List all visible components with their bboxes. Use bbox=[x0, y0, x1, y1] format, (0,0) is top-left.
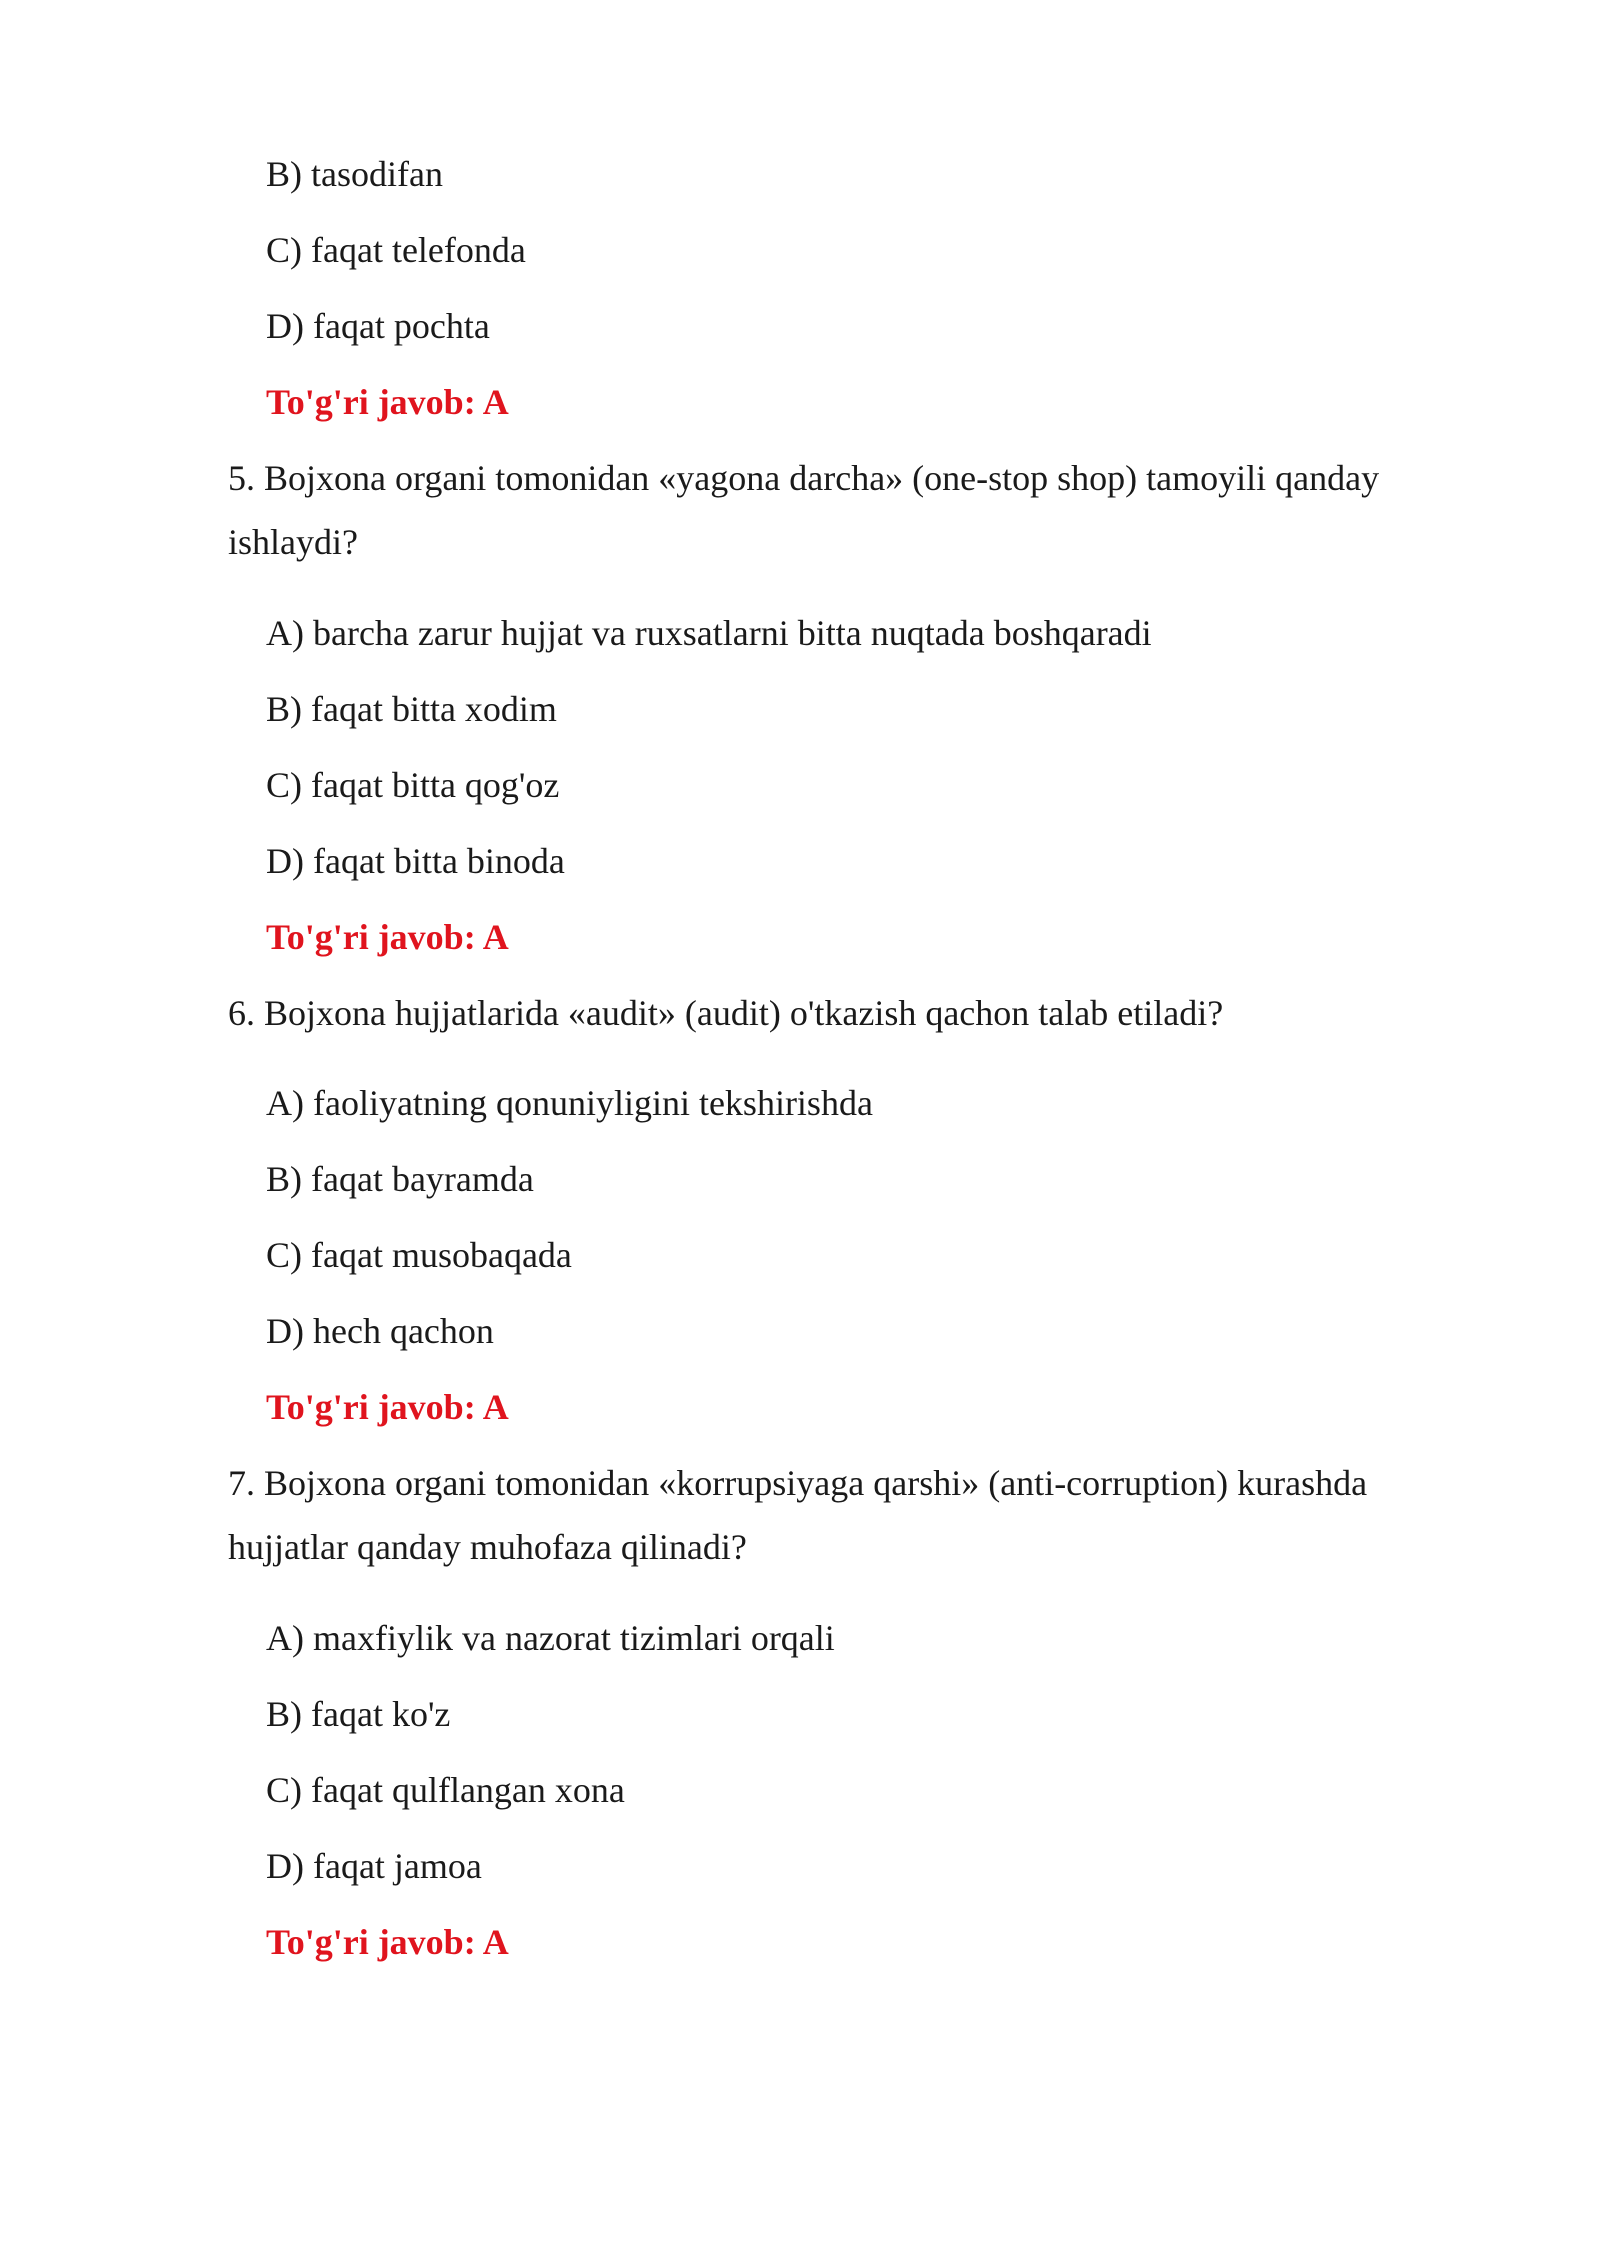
option-b: B) tasodifan bbox=[266, 154, 443, 194]
question-7-option-c: C) faqat qulflangan xona bbox=[266, 1770, 625, 1810]
question-6-option-d: D) hech qachon bbox=[266, 1311, 494, 1351]
question-7-text: 7. Bojxona organi tomonidan «korrupsiyaga qarshi» (anti-corruption) kurashda bbox=[228, 1463, 1368, 1503]
question-5-option-c: C) faqat bitta qog'oz bbox=[266, 765, 560, 805]
question-5-option-d: D) faqat bitta binoda bbox=[266, 841, 565, 881]
question-6-option-b: B) faqat bayramda bbox=[266, 1159, 534, 1199]
question-7-option-a: A) maxfiylik va nazorat tizimlari orqali bbox=[266, 1618, 835, 1658]
question-5-option-a: A) barcha zarur hujjat va ruxsatlarni bitta nuqtada boshqaradi bbox=[266, 613, 1152, 653]
question-6-option-a: A) faoliyatning qonuniyligini tekshirishda bbox=[266, 1083, 873, 1123]
question-6-option-c: C) faqat musobaqada bbox=[266, 1235, 572, 1275]
question-6-correct-answer: To'g'ri javob: A bbox=[266, 1387, 509, 1427]
question-6-text: 6. Bojxona hujjatlarida «audit» (audit) o'tkazish qachon talab etiladi? bbox=[228, 993, 1224, 1033]
question-5-correct-answer: To'g'ri javob: A bbox=[266, 917, 509, 957]
option-c: C) faqat telefonda bbox=[266, 230, 526, 270]
question-7-text-cont: hujjatlar qanday muhofaza qilinadi? bbox=[228, 1527, 747, 1567]
question-5-option-b: B) faqat bitta xodim bbox=[266, 689, 557, 729]
option-d: D) faqat pochta bbox=[266, 306, 490, 346]
question-5-text-cont: ishlaydi? bbox=[228, 522, 358, 562]
question-7-correct-answer: To'g'ri javob: A bbox=[266, 1922, 509, 1962]
question-7-option-d: D) faqat jamoa bbox=[266, 1846, 482, 1886]
correct-answer: To'g'ri javob: A bbox=[266, 382, 509, 422]
question-7-option-b: B) faqat ko'z bbox=[266, 1694, 451, 1734]
question-5-text: 5. Bojxona organi tomonidan «yagona darcha» (one-stop shop) tamoyili qanday bbox=[228, 458, 1380, 498]
